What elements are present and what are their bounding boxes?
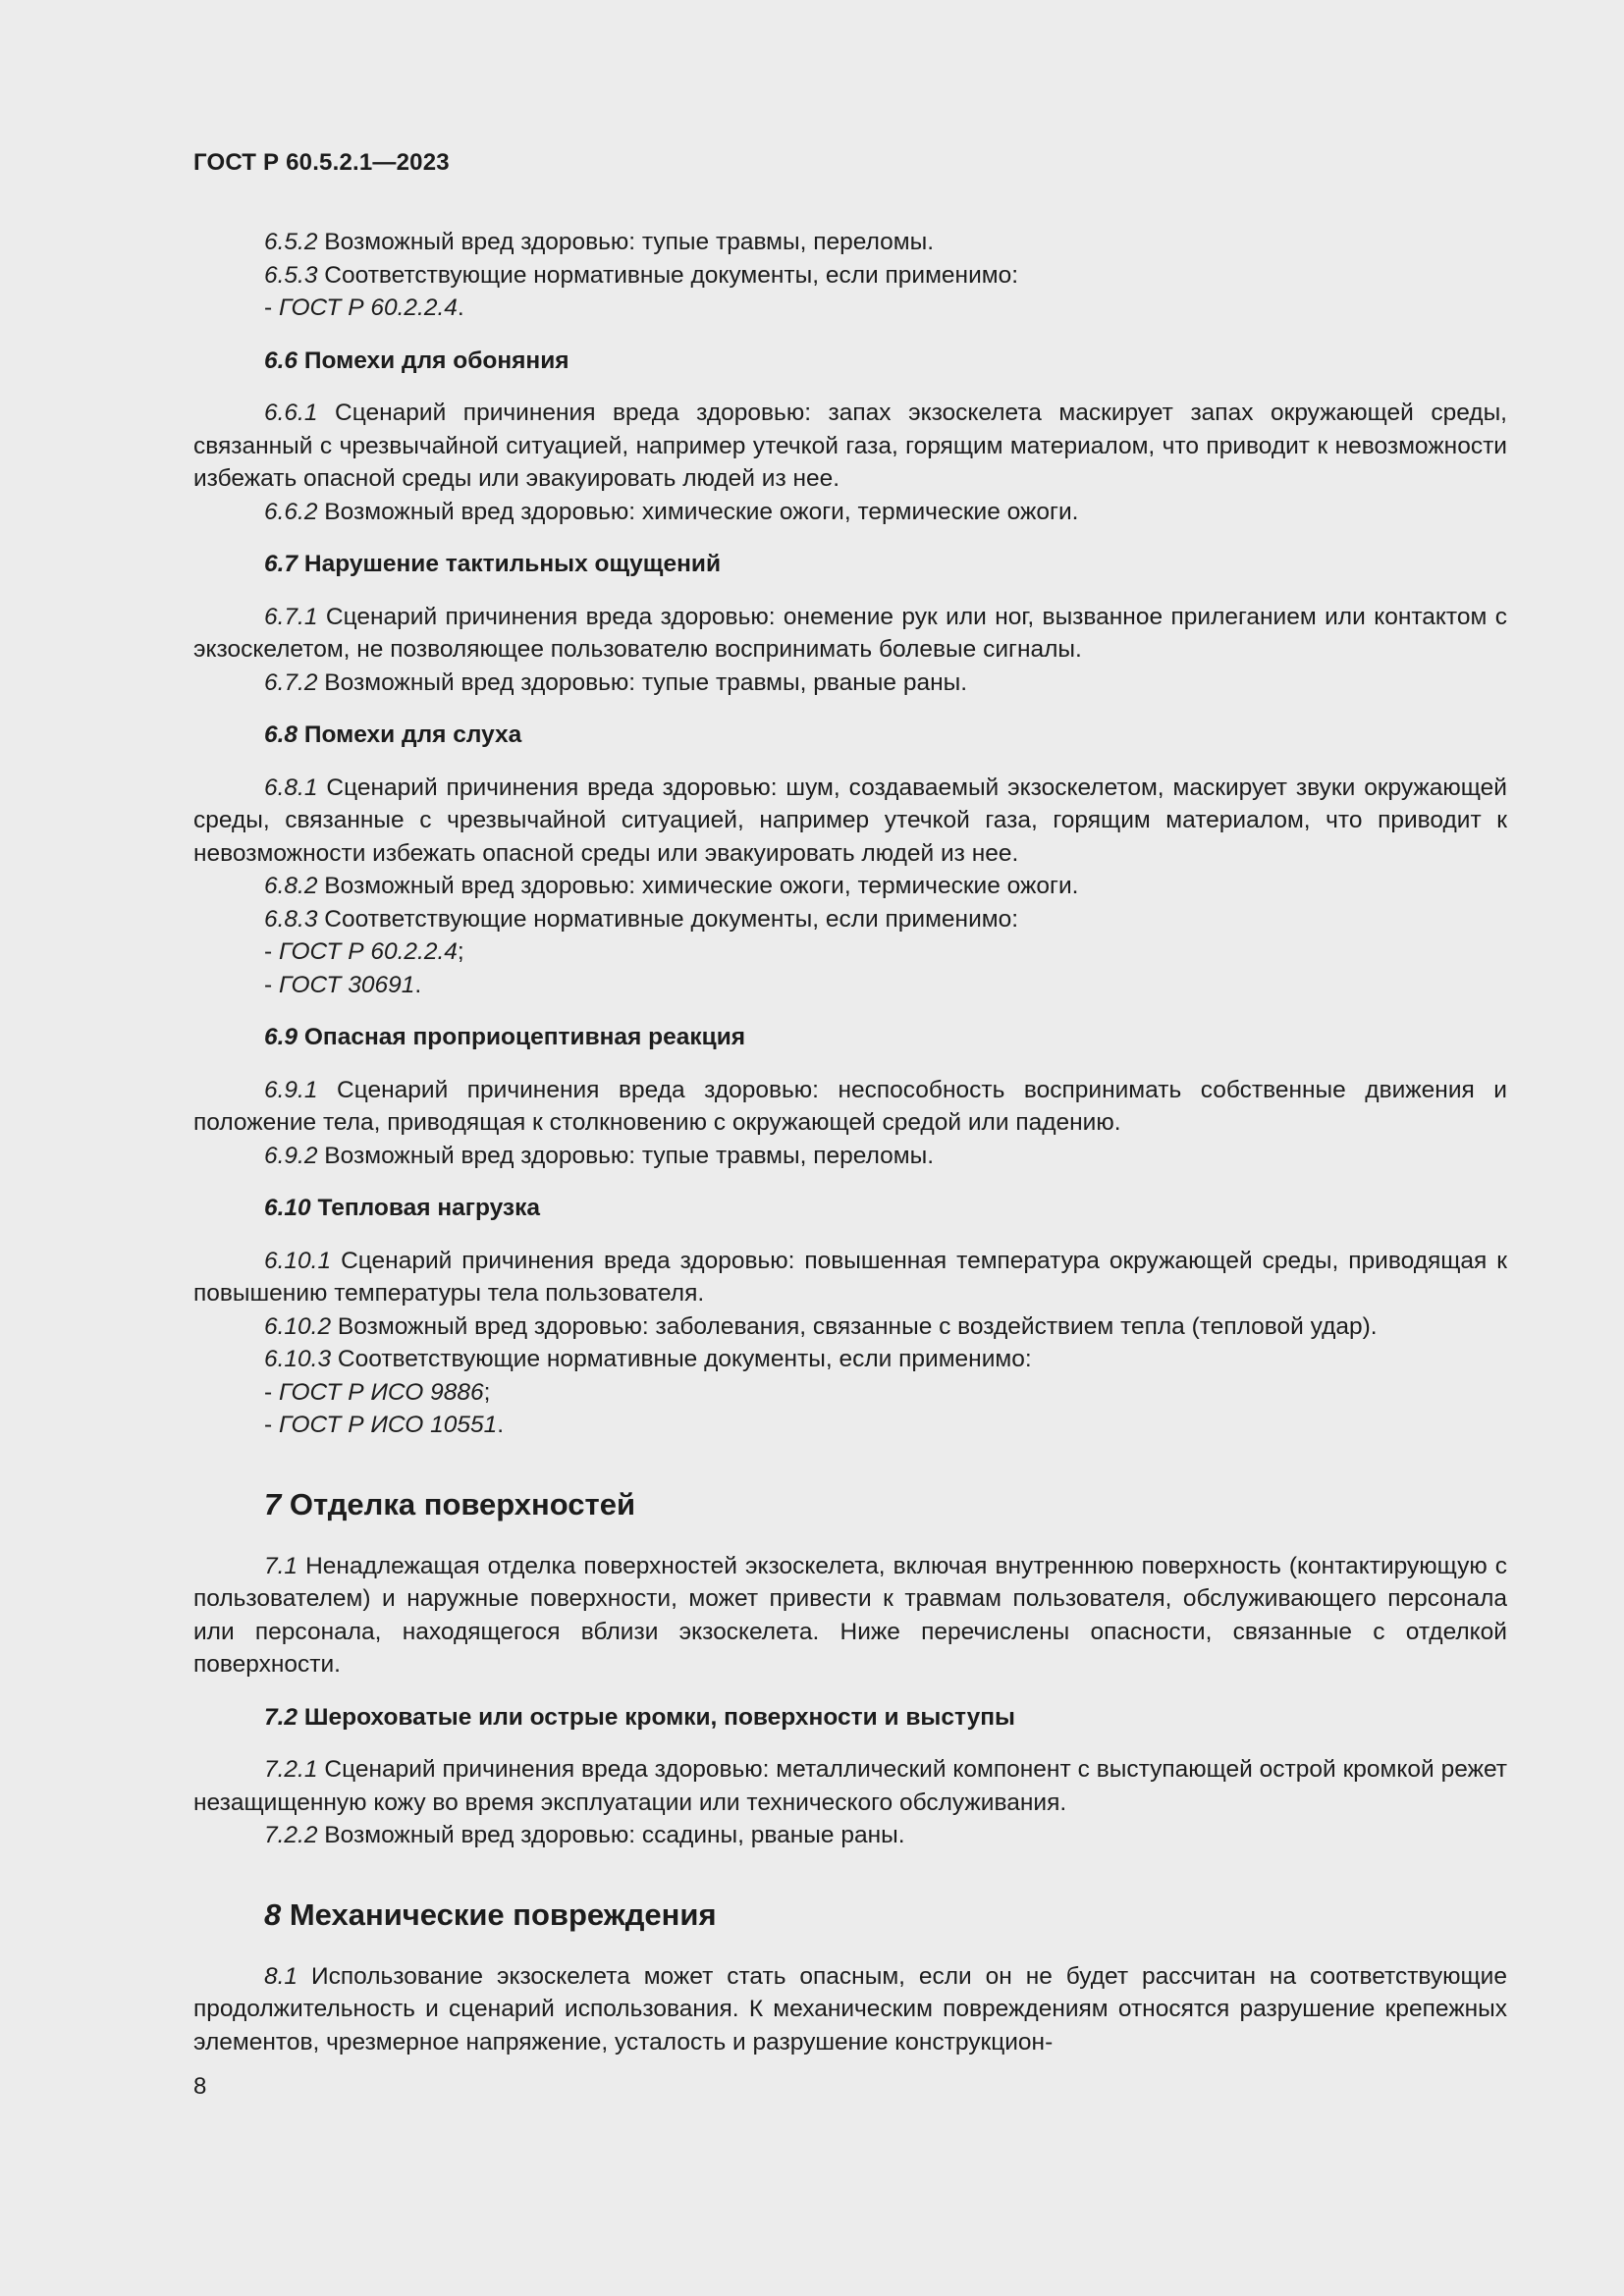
clause-6-8-1: [193, 772, 1507, 871]
clause-text: Соответствующие нормативные документы, если применимо:: [331, 1346, 1032, 1372]
reference-list-item: [193, 1376, 1507, 1410]
chapter-heading-7: [264, 1485, 1507, 1524]
clause-text: Возможный вред здоровью: химические ожоги, термические ожоги.: [317, 873, 1079, 899]
chapter-heading-8: [264, 1896, 1507, 1935]
clause-text: Соответствующие нормативные документы, если применимо:: [317, 261, 1019, 289]
section-title: Нарушение тактильных ощущений: [298, 551, 722, 577]
section-number: 6.6: [264, 347, 298, 374]
section-title: Тепловая нагрузка: [310, 1195, 540, 1221]
standard-reference: ГОСТ Р 60.2.2.4: [278, 294, 458, 321]
section-title: Помехи для слуха: [298, 721, 522, 748]
section-heading-6-7: [264, 548, 1507, 581]
clause-number: 6.10.1: [264, 1247, 332, 1274]
section-number: 6.7: [264, 551, 298, 577]
clause-text: Возможный вред здоровью: заболевания, связанные с воздействием тепла (тепловой удар).: [331, 1312, 1378, 1340]
clause-number: 6.5.2: [264, 229, 318, 255]
reference-list-item: [193, 969, 1507, 1002]
chapter-title: Механические повреждения: [281, 1896, 717, 1932]
clause-number: 6.10.2: [264, 1312, 332, 1340]
list-punctuation: ;: [483, 1378, 491, 1406]
clause-6-6-2: [193, 496, 1507, 529]
section-heading-7-2: [264, 1701, 1507, 1735]
clause-number: 6.8.1: [264, 774, 318, 801]
section-title: Опасная проприоцептивная реакция: [298, 1024, 746, 1050]
list-dash: -: [264, 971, 279, 998]
list-punctuation: .: [457, 294, 464, 321]
chapter-number: 8: [264, 1896, 282, 1932]
chapter-number: 7: [264, 1486, 282, 1522]
clause-6-6-1: [193, 397, 1507, 496]
section-number: 7.2: [264, 1703, 298, 1731]
clause-number: 6.6.1: [264, 400, 318, 426]
clause-text: Ненадлежащая отделка поверхностей экзоскелета, включая внутреннюю поверхность (контактирующую с пользователем) и наружные поверхности, может привести к травмам пользователя, обслуживающего персонала или персонала, находящегося вблизи экзоскелета. Ниже перечислены опасности, связанные с отделкой поверхности.: [193, 1552, 1507, 1678]
clause-6-8-2: [193, 870, 1507, 903]
clause-number: 6.6.2: [264, 498, 318, 525]
clause-text: Сценарий причинения вреда здоровью: шум, создаваемый экзоскелетом, маскирует звуки окружающей среды, связанные с чрезвычайной ситуацией, например утечкой газа, горящим материалом, что приводит к невозможности избежать опасной среды или эвакуировать людей из нее.: [193, 774, 1507, 867]
chapter-title: Отделка поверхностей: [281, 1486, 636, 1522]
clause-number: 7.1: [264, 1552, 298, 1579]
clause-text: Возможный вред здоровью: ссадины, рваные раны.: [317, 1822, 905, 1848]
standard-reference: ГОСТ Р ИСО 9886: [278, 1378, 484, 1406]
clause-text: Сценарий причинения вреда здоровью: онемение рук или ног, вызванное прилеганием или контактом с экзоскелетом, не позволяющее пользователю воспринимать болевые сигналы.: [193, 603, 1507, 663]
clause-text: Сценарий причинения вреда здоровью: повышенная температура окружающей среды, приводящая к повышению температуры тела пользователя.: [193, 1247, 1507, 1307]
list-dash: -: [264, 938, 279, 965]
page-number: 8: [193, 2073, 207, 2100]
clause-text: Соответствующие нормативные документы, если применимо:: [317, 905, 1019, 933]
clause-text: Возможный вред здоровью: тупые травмы, рваные раны.: [317, 668, 968, 696]
standard-reference: ГОСТ Р ИСО 10551: [278, 1412, 498, 1438]
clause-text: Возможный вред здоровью: тупые травмы, переломы.: [317, 1142, 935, 1169]
section-heading-6-6: [264, 345, 1507, 378]
clause-6-9-1: [193, 1074, 1507, 1140]
list-punctuation: .: [497, 1412, 505, 1438]
reference-list-item: [193, 1409, 1507, 1442]
section-number: 6.9: [264, 1024, 298, 1050]
document-code-header: ГОСТ Р 60.5.2.1—2023: [193, 149, 450, 176]
clause-7-2-1: [193, 1753, 1507, 1819]
clause-number: 6.9.2: [264, 1142, 318, 1169]
clause-6-5-2: [193, 226, 1507, 259]
section-number: 6.10: [264, 1195, 311, 1221]
clause-6-7-1: [193, 601, 1507, 667]
clause-6-8-3: [193, 903, 1507, 936]
clause-6-9-2: [193, 1140, 1507, 1173]
list-dash: -: [264, 1412, 279, 1438]
clause-6-10-1: [193, 1245, 1507, 1310]
clause-text: Сценарий причинения вреда здоровью: металлический компонент с выступающей острой кромкой режет незащищенную кожу во время эксплуатации или технического обслуживания.: [193, 1756, 1507, 1816]
section-title: Шероховатые или острые кромки, поверхности и выступы: [298, 1703, 1015, 1731]
clause-number: 6.8.2: [264, 873, 318, 899]
clause-number: 6.9.1: [264, 1076, 318, 1103]
document-body: [193, 226, 1507, 2058]
clause-number: 6.7.2: [264, 668, 318, 696]
list-punctuation: ;: [457, 938, 464, 965]
clause-text: Использование экзоскелета может стать опасным, если он не будет рассчитан на соответствующие продолжительность и сценарий использования. К механическим повреждениям относятся разрушение крепежных элементов, чрезмерное напряжение, усталость и разрушение конструкцион-: [193, 1962, 1507, 2056]
clause-7-1: [193, 1550, 1507, 1682]
section-heading-6-10: [264, 1192, 1507, 1225]
standard-reference: ГОСТ 30691: [278, 971, 415, 998]
clause-text: Возможный вред здоровью: химические ожоги, термические ожоги.: [317, 498, 1079, 525]
clause-text: Сценарий причинения вреда здоровью: неспособность воспринимать собственные движения и положение тела, приводящая к столкновению с окружающей средой или падению.: [193, 1076, 1507, 1136]
section-heading-6-8: [264, 719, 1507, 752]
clause-number: 6.5.3: [264, 261, 318, 289]
reference-list-item: [193, 292, 1507, 325]
clause-number: 6.8.3: [264, 905, 318, 933]
clause-text: Возможный вред здоровью: тупые травмы, переломы.: [317, 229, 935, 255]
clause-6-5-3: [193, 259, 1507, 293]
section-number: 6.8: [264, 721, 298, 748]
clause-text: Сценарий причинения вреда здоровью: запах экзоскелета маскирует запах окружающей среды, связанный с чрезвычайной ситуацией, например утечкой газа, горящим материалом, что приводит к невозможности избежать опасной среды или эвакуировать людей из нее.: [193, 400, 1507, 492]
section-title: Помехи для обоняния: [298, 347, 569, 374]
list-dash: -: [264, 294, 279, 321]
standard-reference: ГОСТ Р 60.2.2.4: [278, 938, 458, 965]
reference-list-item: [193, 935, 1507, 969]
clause-7-2-2: [193, 1819, 1507, 1852]
clause-number: 6.7.1: [264, 603, 318, 630]
section-heading-6-9: [264, 1021, 1507, 1054]
clause-6-10-2: [193, 1310, 1507, 1344]
clause-6-10-3: [193, 1343, 1507, 1376]
list-dash: -: [264, 1378, 279, 1406]
clause-number: 7.2.1: [264, 1756, 318, 1783]
clause-8-1: [193, 1960, 1507, 2059]
list-punctuation: .: [414, 971, 422, 998]
clause-number: 6.10.3: [264, 1346, 332, 1372]
clause-6-7-2: [193, 667, 1507, 700]
clause-number: 8.1: [264, 1962, 298, 1990]
clause-number: 7.2.2: [264, 1822, 318, 1848]
